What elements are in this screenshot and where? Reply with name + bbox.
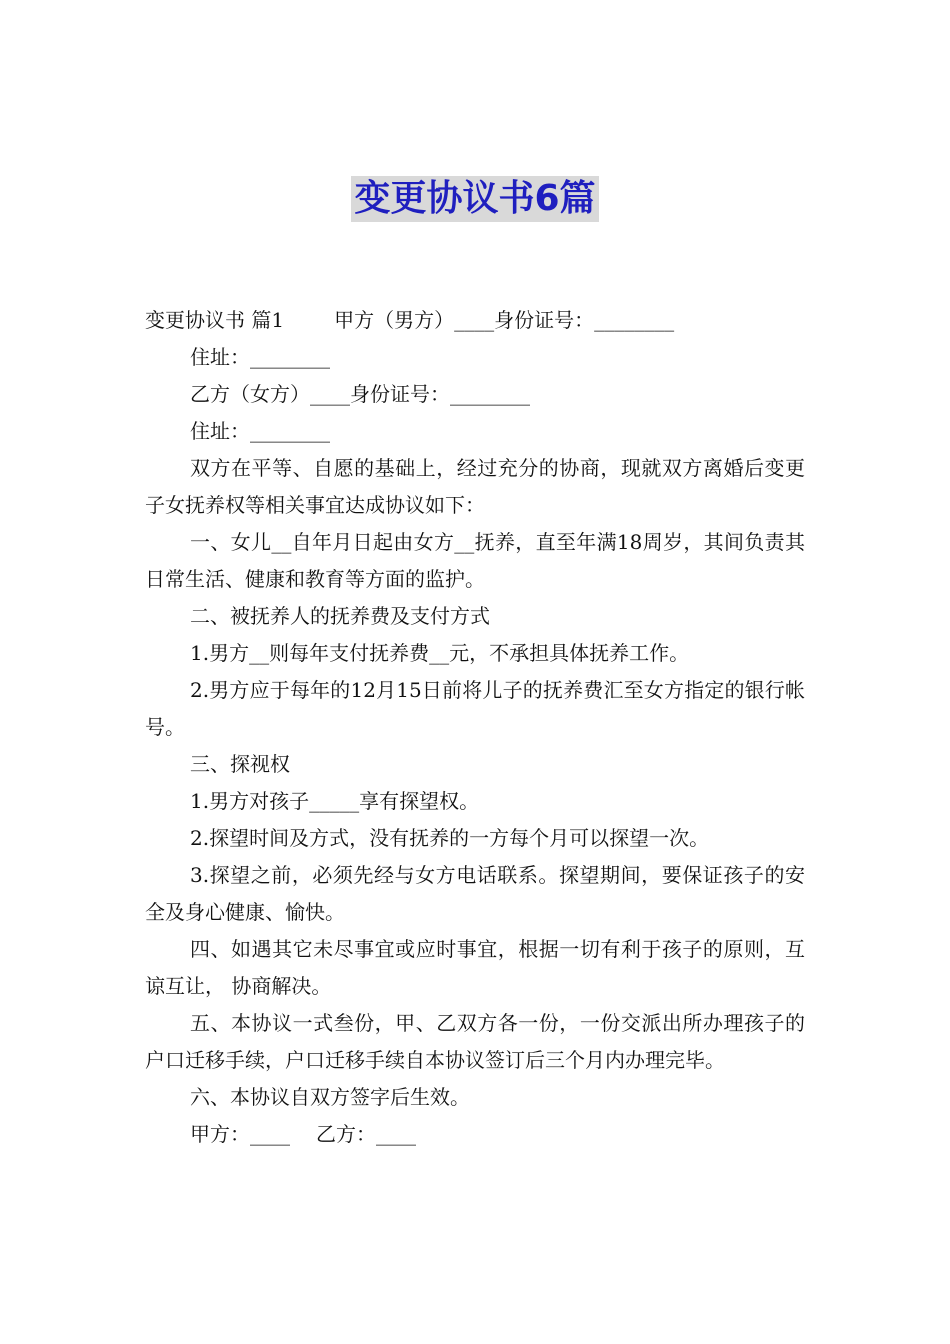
clause-3-item-2: 2.探望时间及方式，没有抚养的一方每个月可以探望一次。 [190, 826, 710, 850]
signature-line [145, 1116, 805, 1153]
party-a-info: 甲方（男方）____身份证号：________ [334, 308, 675, 332]
clause-6: 六、本协议自双方签字后生效。 [190, 1085, 470, 1109]
party-b-address: 住址：________ [190, 419, 330, 443]
clause-3-heading: 三、探视权 [190, 752, 290, 776]
party-b-signature: 乙方：____ [316, 1122, 416, 1146]
clause-2-item-1: 1.男方__则每年支付抚养费__元，不承担具体抚养工作。 [190, 641, 690, 665]
section-heading: 变更协议书 篇1 [145, 308, 285, 332]
clause-5: 五、本协议一式叁份，甲、乙双方各一份，一份交派出所办理孩子的户口迁移手续，户口迁移手续自本协议签订后三个月内办理完毕。 [145, 1011, 805, 1072]
clause-3-item-3: 3.探望之前，必须先经与女方电话联系。探望期间，要保证孩子的安全及身心健康、愉快。 [145, 863, 805, 924]
clause-2-heading: 二、被抚养人的抚养费及支付方式 [190, 604, 490, 628]
clause-2-item-2: 2.男方应于每年的12月15日前将儿子的抚养费汇至女方指定的银行帐号。 [145, 678, 805, 739]
document-body [145, 302, 805, 1153]
preamble-paragraph: 双方在平等、自愿的基础上，经过充分的协商，现就双方离婚后变更子女抚养权等相关事宜达成协议如下： [145, 456, 805, 517]
clause-4: 四、如遇其它未尽事宜或应时事宜，根据一切有利于孩子的原则，互谅互让， 协商解决。 [145, 937, 805, 998]
first-line [145, 302, 805, 339]
party-a-address: 住址：________ [190, 345, 330, 369]
party-b-info: 乙方（女方）____身份证号：________ [190, 382, 530, 406]
clause-3-item-1: 1.男方对孩子_____享有探望权。 [190, 789, 480, 813]
party-a-signature: 甲方：____ [190, 1122, 290, 1146]
document-title: 变更协议书6篇 [351, 176, 598, 222]
clause-1: 一、女儿__自年月日起由女方__抚养，直至年满18周岁，其间负责其日常生活、健康和教育等方面的监护。 [145, 530, 805, 591]
title-wrap [0, 176, 950, 222]
